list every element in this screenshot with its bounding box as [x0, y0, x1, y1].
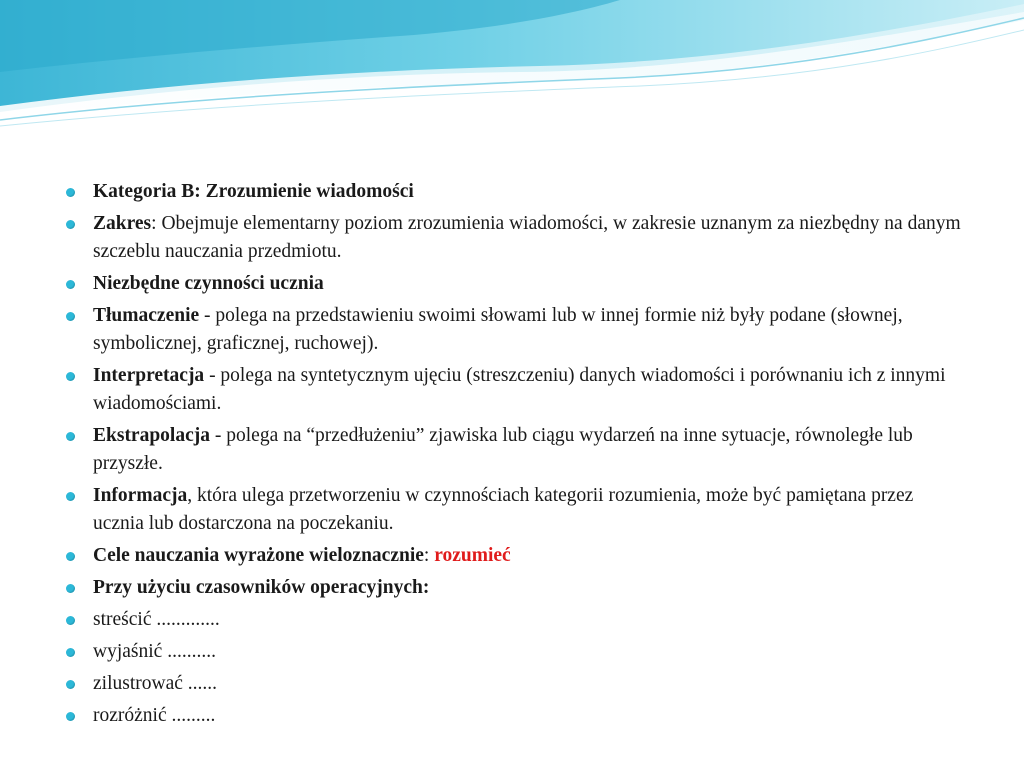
bullet-icon: [66, 616, 75, 625]
item-text: - polega na przedstawieniu swoimi słowami lub w innej formie niż były podane (słownej, symbolicznej, graficznej, ruchowej).: [93, 305, 903, 354]
item-text: - polega na “przedłużeniu” zjawiska lub ciągu wydarzeń na inne sytuacje, równoległe lub przyszłe.: [93, 425, 913, 474]
item-bold: Cele nauczania wyrażone wieloznacznie: [93, 545, 424, 566]
item-text: rozróżnić .........: [93, 705, 216, 726]
slide-content: [62, 178, 962, 734]
item-text: wyjaśnić ..........: [93, 641, 216, 662]
list-item-verb: [62, 638, 962, 666]
decorative-wave-banner: [0, 0, 1024, 140]
list-item-kategoria: [62, 178, 962, 206]
list-item-verb: [62, 606, 962, 634]
item-text: zilustrować ......: [93, 673, 218, 694]
bullet-icon: [66, 584, 75, 593]
item-highlight: rozumieć: [434, 545, 511, 566]
bullet-icon: [66, 220, 75, 229]
bullet-icon: [66, 648, 75, 657]
item-text: : Obejmuje elementarny poziom zrozumienia wiadomości, w zakresie uznanym za niezbędny na danym szczeblu nauczania przedmiotu.: [93, 213, 961, 262]
list-item-tlumaczenie: [62, 302, 962, 358]
item-text: streścić .............: [93, 609, 220, 630]
item-bold: Tłumaczenie: [93, 305, 200, 326]
list-item-czynnosci: [62, 270, 962, 298]
bullet-icon: [66, 372, 75, 381]
item-bold: Zakres: [93, 213, 152, 234]
bullet-icon: [66, 280, 75, 289]
item-bold: Informacja: [93, 485, 188, 506]
bullet-icon: [66, 552, 75, 561]
list-item-informacja: [62, 482, 962, 538]
bullet-icon: [66, 492, 75, 501]
item-text: :: [423, 545, 435, 566]
item-bold: Kategoria B: Zrozumienie wiadomości: [93, 181, 414, 202]
list-item-verb: [62, 670, 962, 698]
list-item-interpretacja: [62, 362, 962, 418]
item-bold: Niezbędne czynności ucznia: [93, 273, 324, 294]
list-item-zakres: [62, 210, 962, 266]
bullet-icon: [66, 188, 75, 197]
bullet-icon: [66, 712, 75, 721]
item-bold: Ekstrapolacja: [93, 425, 210, 446]
list-item-czasowniki: [62, 574, 962, 602]
bullet-icon: [66, 680, 75, 689]
item-text: - polega na syntetycznym ujęciu (streszczeniu) danych wiadomości i porównaniu ich z innymi wiadomościami.: [93, 365, 946, 414]
list-item-verb: [62, 702, 962, 730]
bullet-icon: [66, 432, 75, 441]
item-bold: Interpretacja: [93, 365, 205, 386]
item-text: , która ulega przetworzeniu w czynnościach kategorii rozumienia, może być pamiętana przez ucznia lub dostarczona na poczekaniu.: [93, 485, 914, 534]
list-item-cele: [62, 542, 962, 570]
item-bold: Przy użyciu czasowników operacyjnych:: [93, 577, 430, 598]
list-item-ekstrapolacja: [62, 422, 962, 478]
bullet-icon: [66, 312, 75, 321]
